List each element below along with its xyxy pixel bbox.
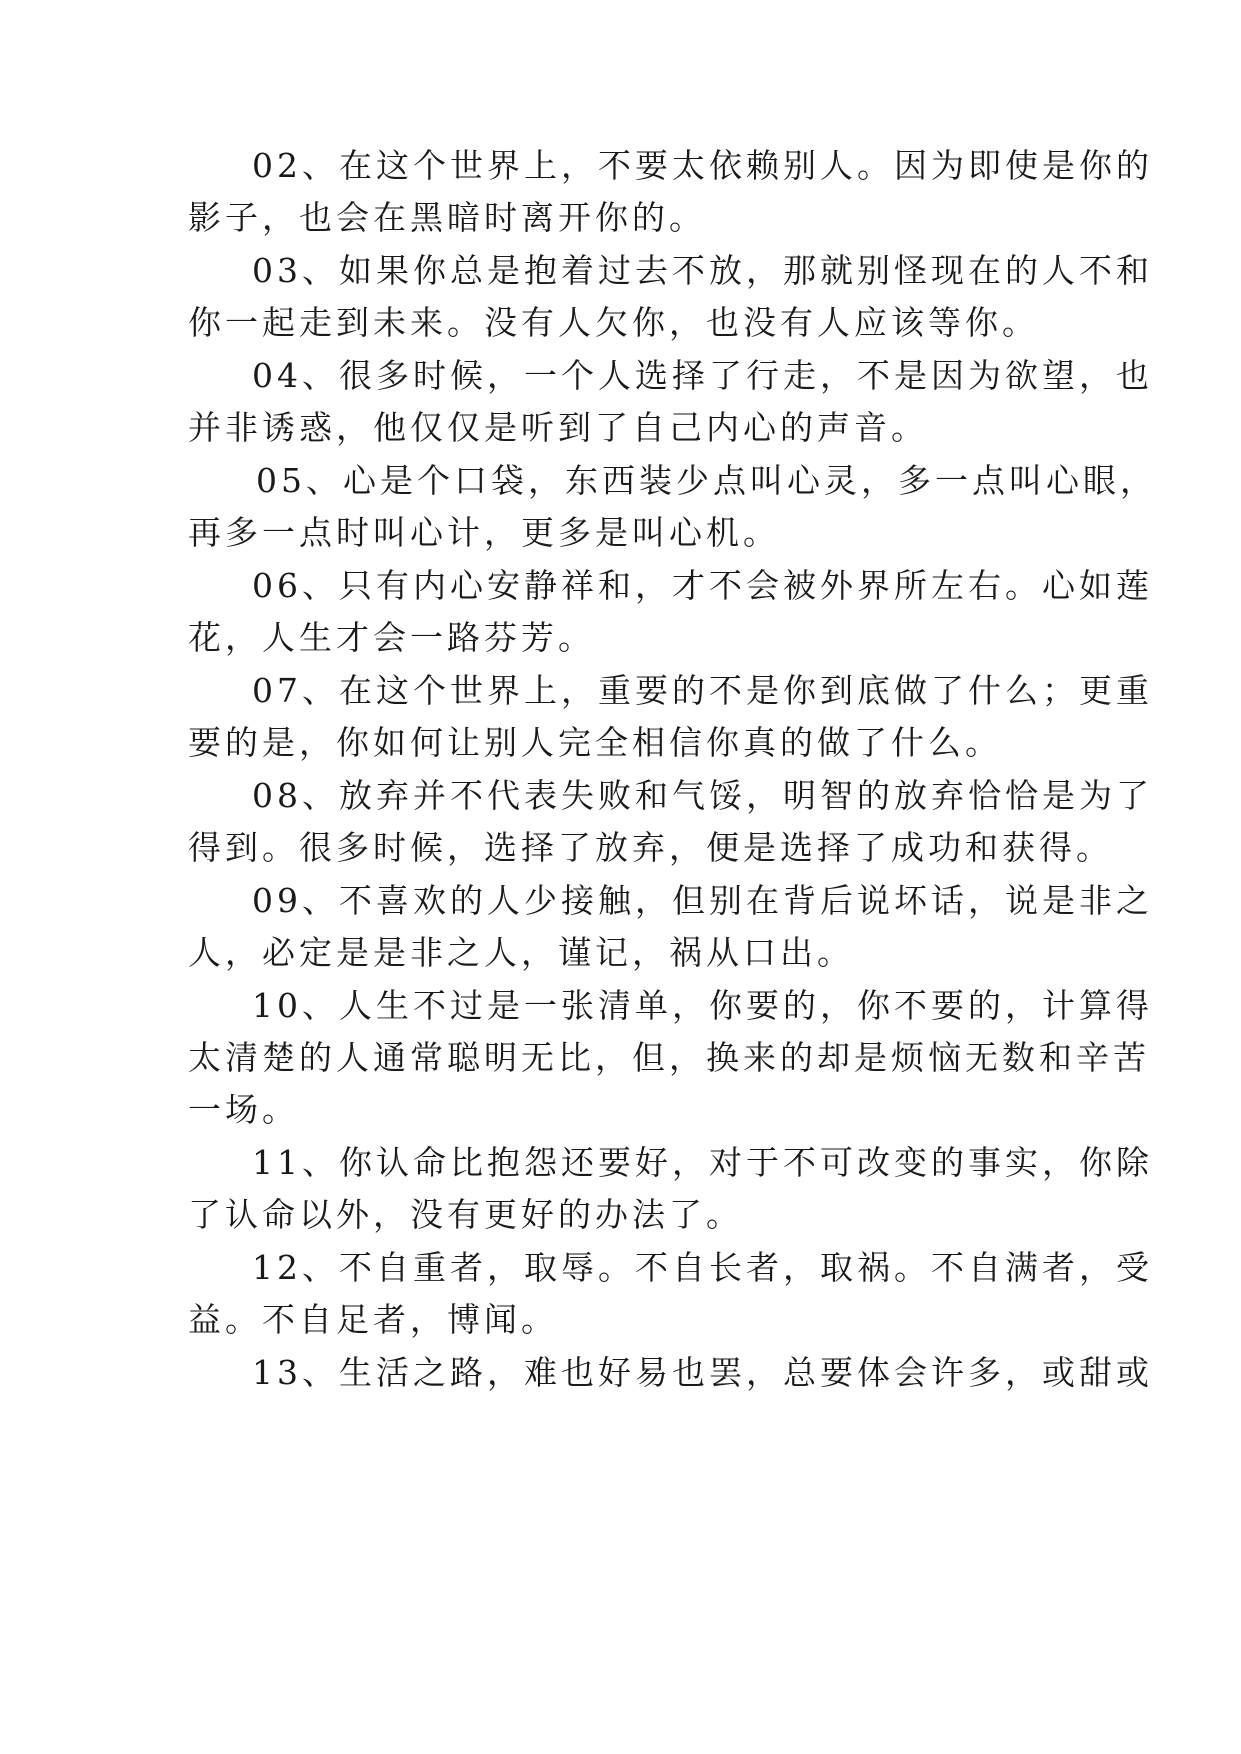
paragraph-09-line-1: 09、不喜欢的人少接触，但别在背后说坏话，说是非之 bbox=[252, 881, 1153, 920]
paragraph-10-line-1: 10、人生不过是一张清单，你要的，你不要的，计算得 bbox=[252, 986, 1153, 1025]
paragraph-06-line-1: 06、只有内心安静祥和，才不会被外界所左右。心如莲 bbox=[252, 566, 1153, 605]
paragraph-03-line-1: 03、如果你总是抱着过去不放，那就别怪现在的人不和 bbox=[252, 251, 1153, 290]
paragraph-05-line-2: 再多一点时叫心计，更多是叫心机。 bbox=[188, 513, 780, 552]
paragraph-13-line-1: 13、生活之路，难也好易也罢，总要体会许多，或甜或 bbox=[252, 1353, 1153, 1392]
paragraph-08-line-1: 08、放弃并不代表失败和气馁，明智的放弃恰恰是为了 bbox=[252, 776, 1153, 815]
paragraph-02-line-2: 影子，也会在黑暗时离开你的。 bbox=[188, 198, 706, 237]
paragraph-04-line-1: 04、很多时候，一个人选择了行走，不是因为欲望，也 bbox=[252, 356, 1153, 395]
paragraph-07-line-1: 07、在这个世界上，重要的不是你到底做了什么；更重 bbox=[252, 671, 1153, 710]
paragraph-09-line-2: 人，必定是是非之人，谨记，祸从口出。 bbox=[188, 933, 854, 972]
paragraph-11-line-1: 11、你认命比抱怨还要好，对于不可改变的事实，你除 bbox=[252, 1143, 1153, 1182]
paragraph-12-line-1: 12、不自重者，取辱。不自长者，取祸。不自满者，受 bbox=[252, 1248, 1153, 1287]
paragraph-04-line-2: 并非诱惑，他仅仅是听到了自己内心的声音。 bbox=[188, 408, 928, 447]
paragraph-07-line-2: 要的是，你如何让别人完全相信你真的做了什么。 bbox=[188, 723, 1002, 762]
paragraph-12-line-2: 益。不自足者，博闻。 bbox=[188, 1300, 558, 1339]
paragraph-05-line-1: 05、心是个口袋，东西装少点叫心灵，多一点叫心眼， bbox=[256, 461, 1157, 500]
paragraph-11-line-2: 了认命以外，没有更好的办法了。 bbox=[188, 1195, 743, 1234]
paragraph-03-line-2: 你一起走到未来。没有人欠你，也没有人应该等你。 bbox=[188, 303, 1039, 342]
paragraph-10-line-2: 太清楚的人通常聪明无比，但，换来的却是烦恼无数和辛苦 bbox=[188, 1038, 1150, 1077]
paragraph-06-line-2: 花，人生才会一路芬芳。 bbox=[188, 618, 595, 657]
paragraph-10-line-3: 一场。 bbox=[188, 1090, 299, 1129]
paragraph-02-line-1: 02、在这个世界上，不要太依赖别人。因为即使是你的 bbox=[252, 146, 1153, 185]
paragraph-08-line-2: 得到。很多时候，选择了放弃，便是选择了成功和获得。 bbox=[188, 828, 1113, 867]
